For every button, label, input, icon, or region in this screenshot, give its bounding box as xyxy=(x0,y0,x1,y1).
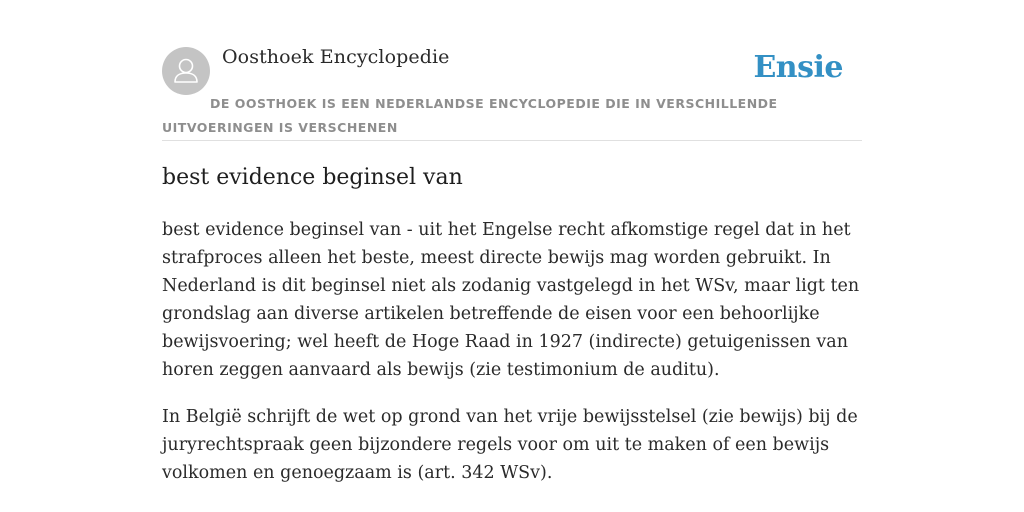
article-title: best evidence beginsel van xyxy=(162,165,463,190)
source-header xyxy=(162,40,862,141)
article xyxy=(162,160,862,487)
article-paragraph-1: best evidence beginsel van - uit het Engelse recht afkomstige regel dat in het strafproces alleen het beste, meest directe bewijs mag worden gebruikt. In Nederland is dit beginsel niet als zodanig vastgelegd in het WSv, maar ligt ten grondslag aan diverse artikelen betreffende de eisen voor een behoorlijke bewijsvoering; wel heeft de Hoge Raad in 1927 (indirecte) getuigenissen van horen zeggen aanvaard als bewijs (zie testimonium de auditu). xyxy=(162,220,860,380)
user-avatar-icon[interactable] xyxy=(162,47,210,95)
article-paragraph-2: In België schrijft de wet op grond van het vrije bewijsstelsel (zie bewijs) bij de juryrechtspraak geen bijzondere regels voor om uit te maken of een bewijs volkomen en genoegzaam is (art. 342 WSv). xyxy=(162,407,858,483)
brand-logo[interactable]: Ensie xyxy=(753,50,843,85)
source-title-link[interactable]: Oosthoek Encyclopedie xyxy=(222,46,450,68)
source-tagline: DE OOSTHOEK IS EEN NEDERLANDSE ENCYCLOPEDIE DIE IN VERSCHILLENDE UITVOERINGEN IS VERSCHENEN xyxy=(162,96,778,135)
person-icon xyxy=(162,47,210,95)
